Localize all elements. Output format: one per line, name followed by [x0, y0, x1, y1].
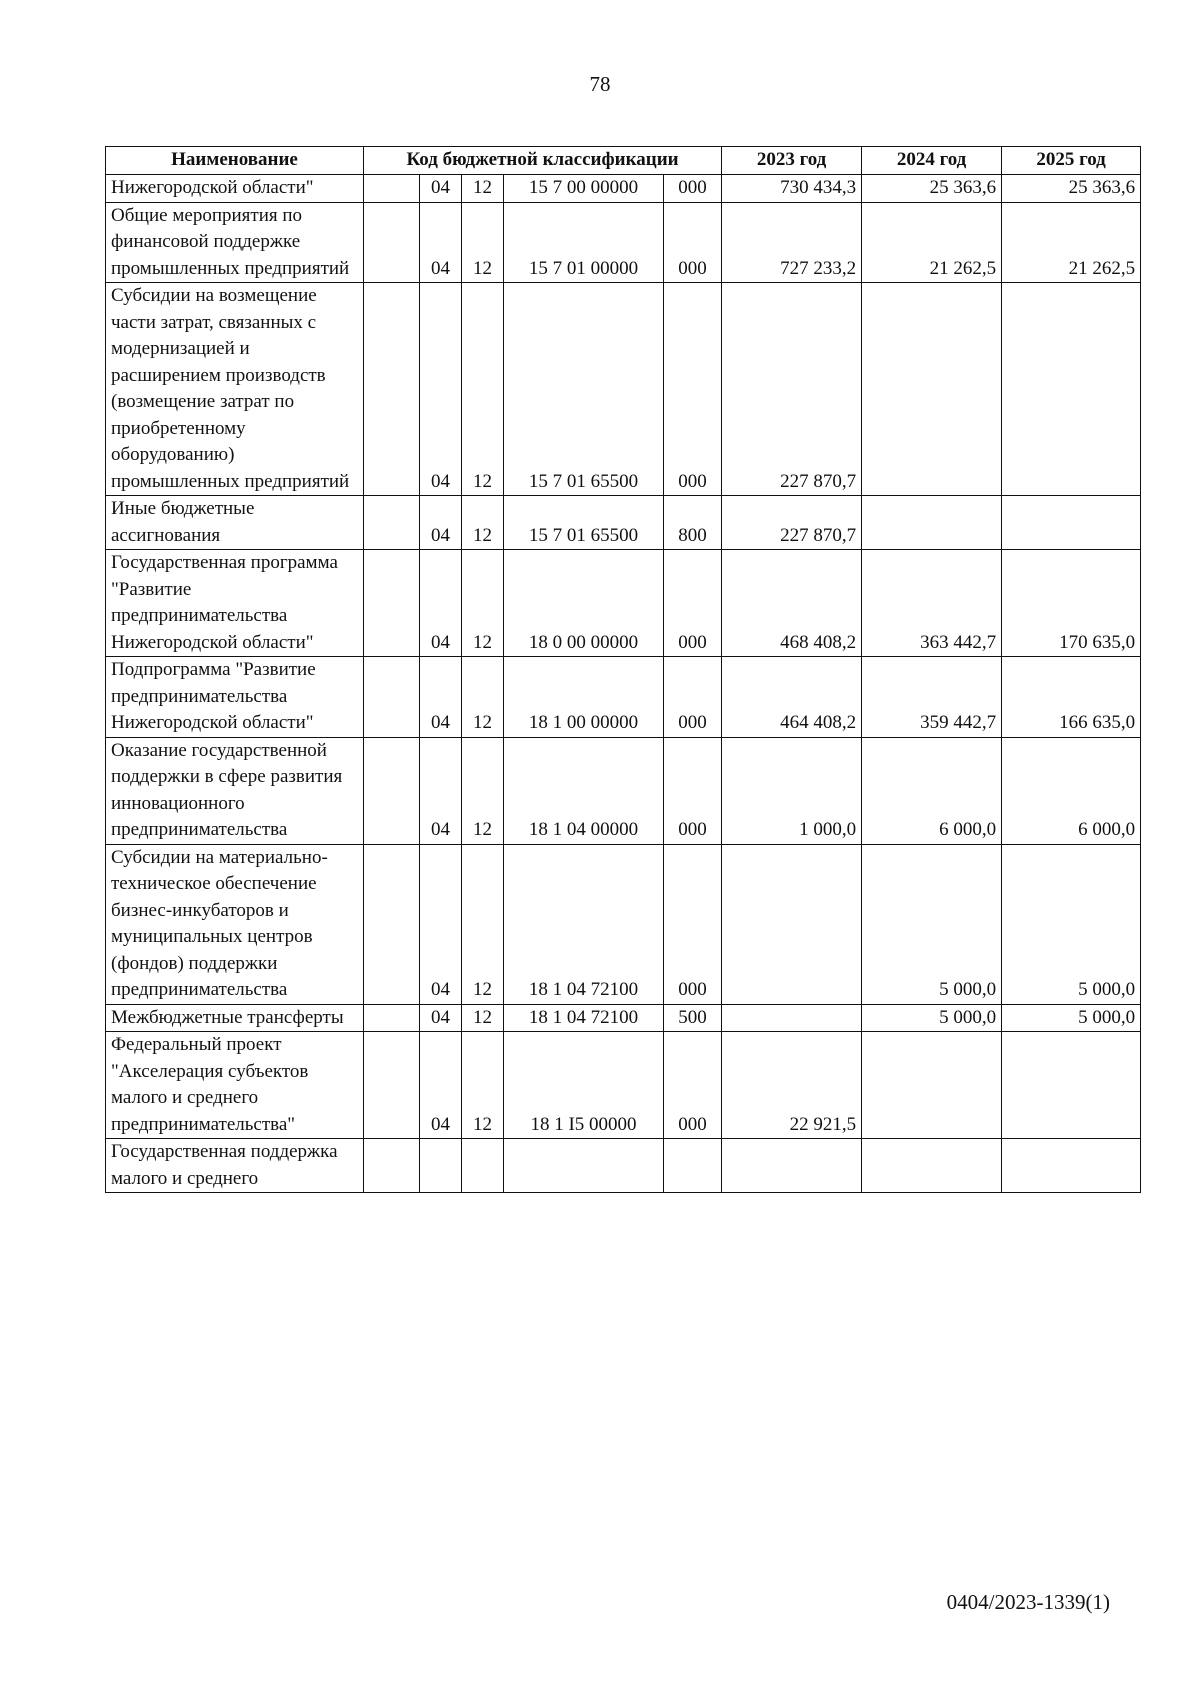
table-row — [106, 737, 1141, 844]
row-value-2025: 25 363,6 — [1002, 175, 1141, 203]
row-expense-type-code: 800 — [664, 496, 722, 550]
row-section-code: 04 — [420, 657, 462, 738]
row-target-article-code: 18 1 I5 00000 — [504, 1032, 664, 1139]
table-row — [106, 283, 1141, 496]
row-subsection-code: 12 — [462, 550, 504, 657]
row-blank-code — [364, 550, 420, 657]
row-target-article-code: 18 1 04 72100 — [504, 844, 664, 1004]
row-value-2023: 468 408,2 — [722, 550, 862, 657]
row-subsection-code: 12 — [462, 844, 504, 1004]
row-value-2025 — [1002, 496, 1141, 550]
row-name: Федеральный проект "Акселерация субъектов малого и среднего предпринимательства" — [106, 1032, 364, 1139]
header-2024: 2024 год — [862, 147, 1002, 175]
row-expense-type-code: 000 — [664, 283, 722, 496]
row-expense-type-code: 000 — [664, 1032, 722, 1139]
row-section-code: 04 — [420, 175, 462, 203]
budget-table — [105, 146, 1141, 1193]
row-name: Субсидии на материально-техническое обеспечение бизнес-инкубаторов и муниципальных центров (фондов) поддержки предпринимательства — [106, 844, 364, 1004]
row-blank-code — [364, 1004, 420, 1032]
row-section-code: 04 — [420, 737, 462, 844]
table-row — [106, 844, 1141, 1004]
row-value-2023 — [722, 844, 862, 1004]
row-section-code: 04 — [420, 1004, 462, 1032]
row-value-2023 — [722, 1004, 862, 1032]
row-section-code: 04 — [420, 844, 462, 1004]
row-target-article-code: 15 7 00 00000 — [504, 175, 664, 203]
row-value-2024 — [862, 283, 1002, 496]
row-target-article-code: 15 7 01 00000 — [504, 202, 664, 283]
row-subsection-code: 12 — [462, 283, 504, 496]
row-value-2023: 730 434,3 — [722, 175, 862, 203]
row-section-code: 04 — [420, 496, 462, 550]
row-name: Государственная программа "Развитие предпринимательства Нижегородской области" — [106, 550, 364, 657]
row-name: Подпрограмма "Развитие предпринимательства Нижегородской области" — [106, 657, 364, 738]
row-blank-code — [364, 202, 420, 283]
row-blank-code — [364, 283, 420, 496]
row-blank-code — [364, 737, 420, 844]
row-subsection-code — [462, 1139, 504, 1193]
header-name: Наименование — [106, 147, 364, 175]
row-expense-type-code: 000 — [664, 737, 722, 844]
row-value-2025: 170 635,0 — [1002, 550, 1141, 657]
table-row — [106, 202, 1141, 283]
row-value-2023: 22 921,5 — [722, 1032, 862, 1139]
row-name: Нижегородской области" — [106, 175, 364, 203]
table-row — [106, 175, 1141, 203]
row-subsection-code: 12 — [462, 1032, 504, 1139]
row-value-2025: 5 000,0 — [1002, 1004, 1141, 1032]
row-target-article-code: 15 7 01 65500 — [504, 496, 664, 550]
header-2023: 2023 год — [722, 147, 862, 175]
row-name: Государственная поддержка малого и среднего — [106, 1139, 364, 1193]
row-section-code: 04 — [420, 1032, 462, 1139]
document-id: 0404/2023-1339(1) — [946, 1590, 1110, 1614]
row-value-2025: 21 262,5 — [1002, 202, 1141, 283]
row-value-2025: 5 000,0 — [1002, 844, 1141, 1004]
row-expense-type-code: 000 — [664, 657, 722, 738]
table-row — [106, 550, 1141, 657]
row-value-2024: 5 000,0 — [862, 1004, 1002, 1032]
row-expense-type-code: 000 — [664, 175, 722, 203]
row-target-article-code: 18 1 00 00000 — [504, 657, 664, 738]
table-header-row — [106, 147, 1141, 175]
row-target-article-code — [504, 1139, 664, 1193]
row-expense-type-code — [664, 1139, 722, 1193]
row-value-2024: 6 000,0 — [862, 737, 1002, 844]
row-value-2025 — [1002, 283, 1141, 496]
row-value-2024: 5 000,0 — [862, 844, 1002, 1004]
row-section-code — [420, 1139, 462, 1193]
row-blank-code — [364, 657, 420, 738]
row-value-2023: 227 870,7 — [722, 283, 862, 496]
row-blank-code — [364, 175, 420, 203]
row-blank-code — [364, 844, 420, 1004]
row-name: Субсидии на возмещение части затрат, связанных с модернизацией и расширением производств (возмещение затрат по приобретенному оборудованию) промышленных предприятий — [106, 283, 364, 496]
table-row — [106, 1032, 1141, 1139]
row-subsection-code: 12 — [462, 657, 504, 738]
row-expense-type-code: 000 — [664, 202, 722, 283]
row-blank-code — [364, 496, 420, 550]
row-target-article-code: 15 7 01 65500 — [504, 283, 664, 496]
row-target-article-code: 18 1 04 72100 — [504, 1004, 664, 1032]
row-value-2024 — [862, 1032, 1002, 1139]
row-value-2023 — [722, 1139, 862, 1193]
row-subsection-code: 12 — [462, 737, 504, 844]
header-code: Код бюджетной классификации — [364, 147, 722, 175]
row-value-2023: 1 000,0 — [722, 737, 862, 844]
table-row — [106, 1004, 1141, 1032]
row-value-2024: 21 262,5 — [862, 202, 1002, 283]
page-number: 78 — [589, 72, 611, 96]
row-section-code: 04 — [420, 202, 462, 283]
row-value-2024 — [862, 1139, 1002, 1193]
row-blank-code — [364, 1139, 420, 1193]
row-value-2025 — [1002, 1139, 1141, 1193]
row-value-2025: 6 000,0 — [1002, 737, 1141, 844]
row-expense-type-code: 000 — [664, 844, 722, 1004]
row-section-code: 04 — [420, 550, 462, 657]
row-value-2023: 464 408,2 — [722, 657, 862, 738]
row-subsection-code: 12 — [462, 175, 504, 203]
row-subsection-code: 12 — [462, 496, 504, 550]
header-2025: 2025 год — [1002, 147, 1141, 175]
row-name: Общие мероприятия по финансовой поддержке промышленных предприятий — [106, 202, 364, 283]
row-value-2024: 363 442,7 — [862, 550, 1002, 657]
row-expense-type-code: 500 — [664, 1004, 722, 1032]
row-expense-type-code: 000 — [664, 550, 722, 657]
table-row — [106, 657, 1141, 738]
table-row — [106, 496, 1141, 550]
row-subsection-code: 12 — [462, 1004, 504, 1032]
row-value-2024: 359 442,7 — [862, 657, 1002, 738]
row-name: Оказание государственной поддержки в сфере развития инновационного предпринимательства — [106, 737, 364, 844]
row-value-2025: 166 635,0 — [1002, 657, 1141, 738]
row-value-2024 — [862, 496, 1002, 550]
row-value-2024: 25 363,6 — [862, 175, 1002, 203]
row-target-article-code: 18 1 04 00000 — [504, 737, 664, 844]
row-value-2023: 727 233,2 — [722, 202, 862, 283]
table-row — [106, 1139, 1141, 1193]
row-section-code: 04 — [420, 283, 462, 496]
row-subsection-code: 12 — [462, 202, 504, 283]
row-blank-code — [364, 1032, 420, 1139]
row-name: Межбюджетные трансферты — [106, 1004, 364, 1032]
row-value-2023: 227 870,7 — [722, 496, 862, 550]
row-name: Иные бюджетные ассигнования — [106, 496, 364, 550]
row-value-2025 — [1002, 1032, 1141, 1139]
row-target-article-code: 18 0 00 00000 — [504, 550, 664, 657]
